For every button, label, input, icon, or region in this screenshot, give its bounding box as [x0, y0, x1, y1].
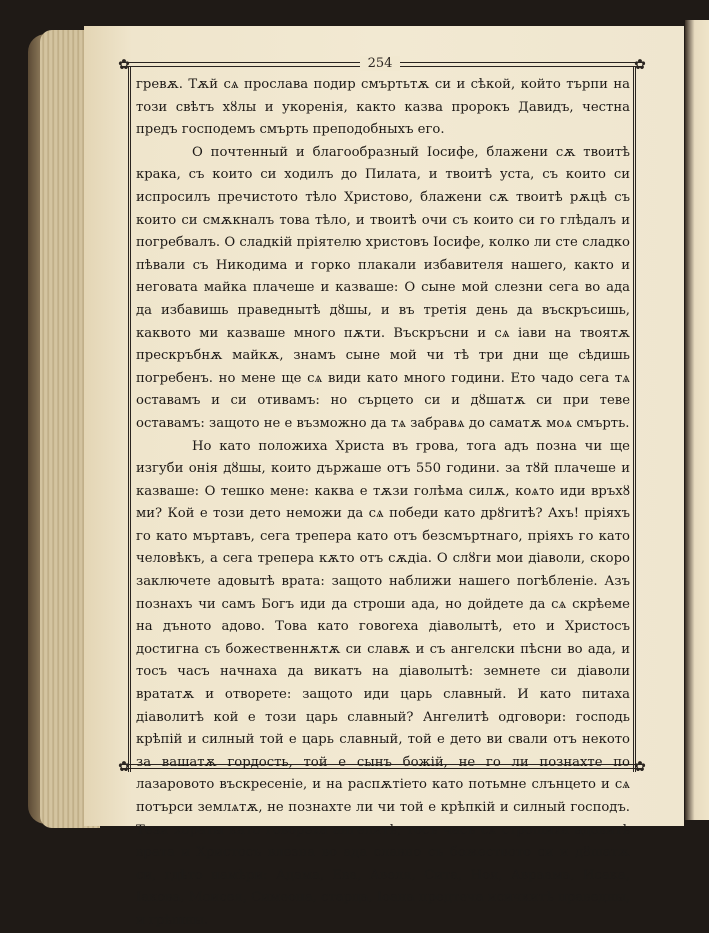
fleuron-icon: ✿: [634, 759, 646, 775]
paragraph: гревѫ. Тѫй сѧ прослава подир смъртьтѫ си и сѣкой, който търпи на този свѣтъ хȣлы и укоренія, както казва пророкъ Давидъ, честна предъ господемъ смърть преподобныхъ его.: [136, 77, 630, 138]
fleuron-icon: ✿: [634, 57, 646, 73]
paragraph: Но като положиха Христа въ грова, тога адъ позна чи ще изгуби онія дȣшы, които държаше отъ 550 години. за тȣй плачеше и казваше: О тешко мене: каква е тѫзи голѣма силѫ, коѧто иди връхȣ ми? Кой е този дето неможи да сѧ победи като дрȣгитѣ? Ахъ! пріяхъ го като мъртавъ, сега трепера като отъ безсмъртнаго, пріяхъ го като человѣкъ, а сега трепера кѫто отъ сѫдіа. О слȣги мои діаволи, скоро заключете адовытѣ врата: защото наближи нашего погѣбленіе. Азъ познахъ чи самъ Богъ иди да строши ада, но дойдете да сѧ скрѣеме на дъното адово. Това като говоreха діаволытѣ, ето и Христосъ достигна съ божественнѫтѫ си славѫ и съ ангелски пѣсни во ада, и тосъ часъ начнаха да викатъ на діаволытѣ: земнете си діаволи врататѫ и отворете: защото иди царь славный. И като питаха діаволитѣ кой е този царь славный? Ангелитѣ одговори: господь крѣпій и силный той е царь славный, той е дето ви свали отъ некото за вашатѫ гордость, той е сынъ божій, не го ли познахте по лазаровото въскресеніе, и на распѫтіето като потьмне слънцето и сѧ потърси землѧтѫ, не познахте ли чи той е крѣпкій и силный господъ. Тези хораты като говореха ангелитѣ, тосъ часъ сѧ строшиха адовитѣ врата и Христосъ влезна во ада славно съ божеството си и дȣшатѫ си, гдѣто намѣри: Адама, Ева, Авеля, Сита, Ноя, Авраама, Исака, Іакова, Моисея, Симеона, старца, Іоана предтеча исичкитѣ праведны, и грѣшны.: [136, 438, 630, 928]
facing-page-edge: [685, 20, 709, 820]
paragraph: О почтенный и благообразный Іосифе, блажени сѫ твоитѣ крака, съ които си ходилъ до Пилата, и твоитѣ уста, съ които си испросилъ пречистото тѣло Христово, блажени сѫ твоитѣ рѫцѣ съ които си смѫкналъ това тѣло, и твоитѣ очи съ които си го глѣдалъ и погребвалъ. О сладкій пріятелю христовъ Іосифе, колко ли сте сладко пѣвали съ Никодима и горко плакали избавителя нашего, както и неговата майка плачеше и казваше: О сыне мой слезни сега во ада да избавишь праведнытѣ дȣшы, и въ третія день да въскръсишь, каквото ми казваше много пѫти. Въскръсни и сѧ іави на твоятѫ прескръбнѫ майкѫ, знамъ сыне мой чи тѣ три дни ще сѣдишь погребенъ. но мене ще сѧ види като много години. Ето чадо сега тѧ оставамъ и си отивамъ: но сърцето си и дȣшатѫ си при теве оставамъ: защото не е възможно да тѧ забравѧ до саматѫ моѧ смърть.: [136, 144, 630, 431]
body-text: [136, 74, 630, 933]
page-number: 254: [360, 56, 400, 71]
fleuron-icon: ✿: [118, 57, 130, 73]
fleuron-icon: ✿: [118, 759, 130, 775]
